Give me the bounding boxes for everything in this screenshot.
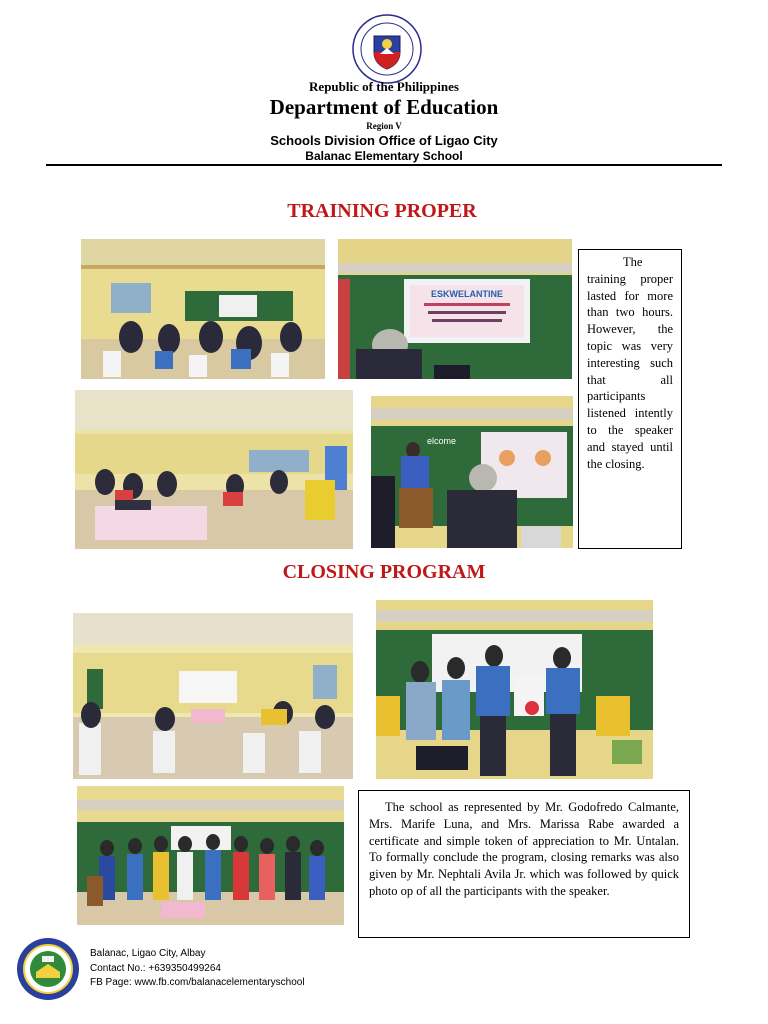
header-republic: Republic of the Philippines bbox=[309, 79, 459, 94]
deped-seal-logo bbox=[352, 14, 422, 84]
footer-facebook-link[interactable]: FB Page: www.fb.com/balanacelementaryschool bbox=[90, 977, 305, 988]
closing-photo-classroom bbox=[73, 613, 353, 779]
training-photo-slide bbox=[338, 239, 572, 379]
training-photo-classroom-wide bbox=[75, 390, 353, 549]
training-description-text: The training proper lasted for more than two hours. However, the topic was very interesting such that all participants listened intently to the speaker and stayed until the closing. bbox=[587, 255, 673, 471]
footer-address: Balanac, Ligao City, Albay bbox=[90, 948, 206, 959]
header-region: Region V bbox=[366, 121, 402, 131]
closing-description-box bbox=[358, 790, 690, 938]
closing-photo-group bbox=[77, 786, 344, 925]
header-division: Schools Division Office of Ligao City bbox=[270, 133, 498, 148]
school-logo bbox=[12, 936, 84, 1002]
header-divider bbox=[46, 164, 722, 166]
slide-title-text: ESKWELANTINE bbox=[431, 289, 503, 299]
training-proper-title: TRAINING PROPER bbox=[287, 200, 477, 222]
welcome-banner-text: elcome bbox=[427, 436, 457, 446]
training-photo-speaker bbox=[371, 396, 573, 548]
training-description-box bbox=[578, 249, 682, 549]
closing-program-title: CLOSING PROGRAM bbox=[282, 561, 486, 583]
footer-phone: Contact No.: +639350499264 bbox=[90, 962, 221, 974]
header-department: Department of Education bbox=[269, 95, 499, 119]
header-school: Balanac Elementary School bbox=[305, 149, 463, 163]
closing-description-text: The school as represented by Mr. Godofredo Calmante, Mrs. Marife Luna, and Mrs. Marissa Rabe awarded a certificate and simple token of appreciation to Mr. Untalan. To formally conclude the program, closing remarks was also given by Mr. Nephtali Avila Jr. which was followed by quick photo op of all the participants with the speaker. bbox=[369, 800, 679, 898]
training-photo-audience bbox=[81, 239, 325, 379]
closing-photo-certificate bbox=[376, 600, 653, 779]
footer-contact bbox=[90, 947, 305, 991]
